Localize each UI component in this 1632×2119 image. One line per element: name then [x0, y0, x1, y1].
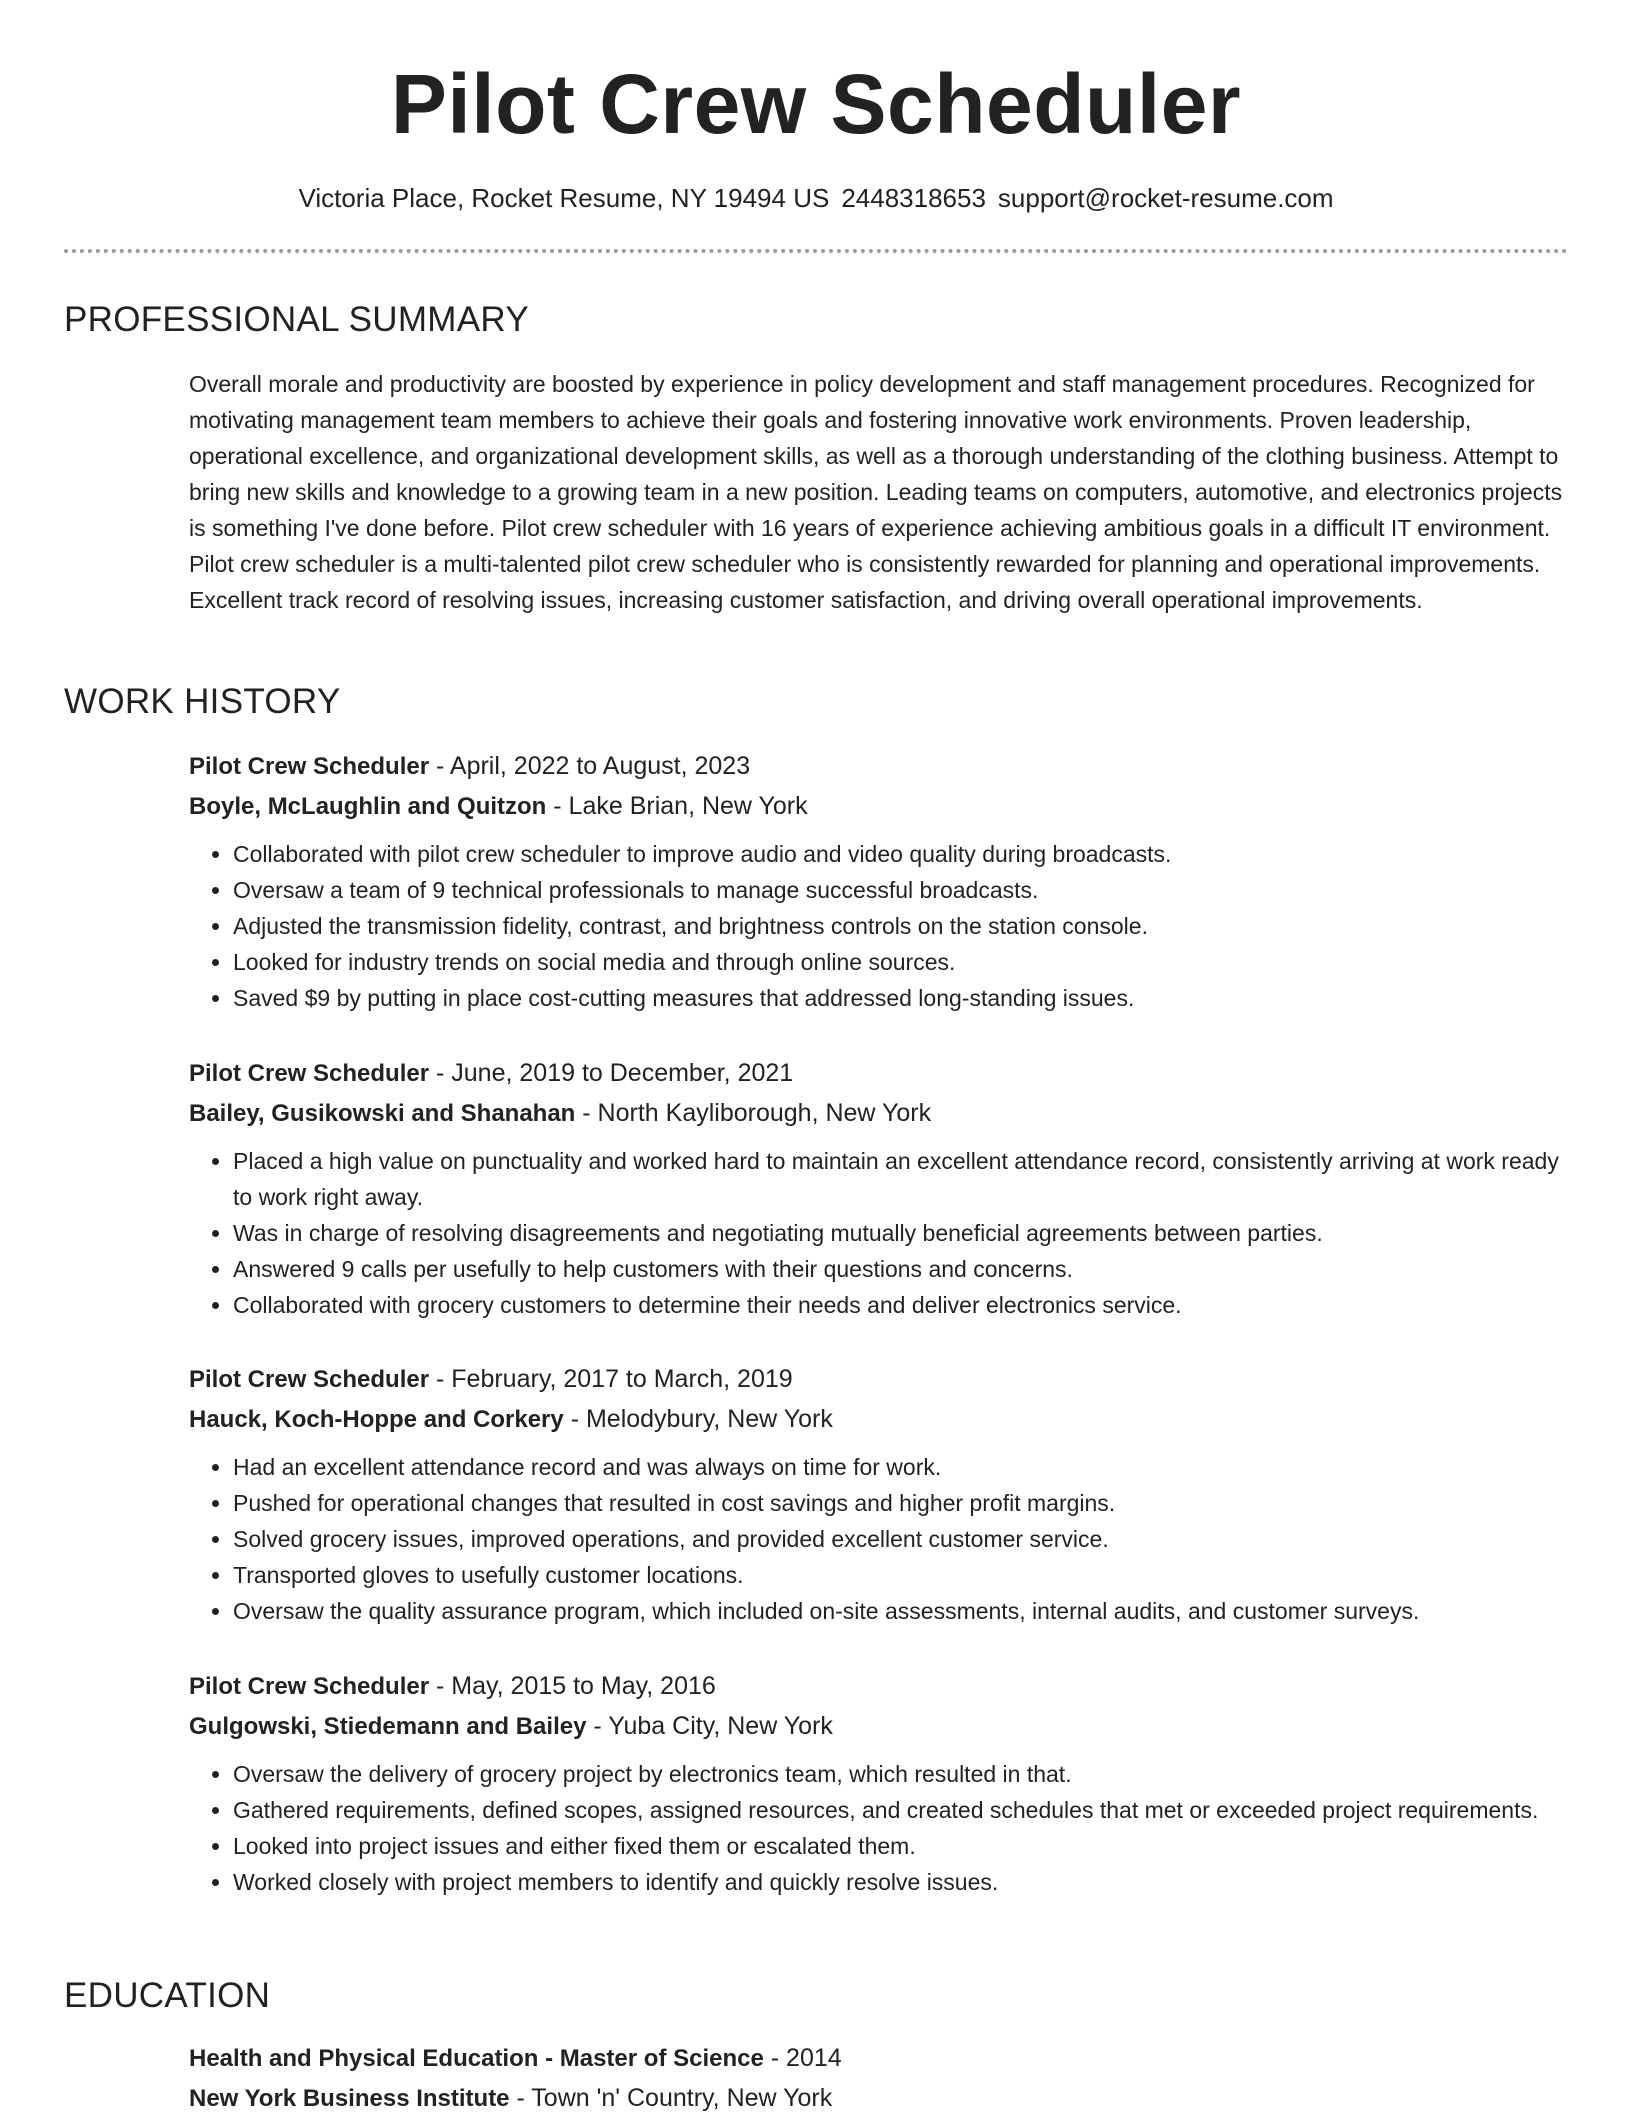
job-dates: - April, 2022 to August, 2023 — [429, 752, 751, 780]
graduation-year: - 2014 — [763, 2044, 842, 2072]
job-title-line — [189, 1359, 1569, 1399]
job-bullet: • Oversaw the delivery of grocery project by electronics team, which resulted in that. — [233, 1756, 1569, 1792]
school-line — [189, 2078, 1569, 2118]
job-bullet: • Had an excellent attendance record and was always on time for work. — [233, 1449, 1569, 1485]
candidate-name: Pilot Crew Scheduler — [390, 57, 1242, 151]
job-title-line — [189, 1666, 1569, 1706]
job-company-line — [189, 1399, 1569, 1439]
job-entry — [189, 1666, 1569, 1900]
job-bullets — [189, 1449, 1569, 1629]
contact-line — [0, 180, 1632, 216]
header-divider — [64, 249, 1568, 253]
job-role: Pilot Crew Scheduler — [189, 1673, 430, 1700]
job-bullet: • Oversaw a team of 9 technical professionals to manage successful broadcasts. — [233, 872, 1569, 908]
job-bullet: • Collaborated with grocery customers to determine their needs and deliver electronics service. — [233, 1287, 1569, 1323]
job-role: Pilot Crew Scheduler — [189, 753, 430, 780]
job-bullet: • Was in charge of resolving disagreements and negotiating mutually beneficial agreements between parties. — [233, 1215, 1569, 1251]
address: Victoria Place, Rocket Resume, NY 19494 US — [298, 183, 830, 213]
school-location: - Town 'n' Country, New York — [509, 2084, 833, 2112]
job-bullet: • Looked for industry trends on social media and through online sources. — [233, 944, 1569, 980]
section-title-work-history: WORK HISTORY — [64, 682, 341, 721]
job-dates: - June, 2019 to December, 2021 — [429, 1059, 794, 1087]
section-title-education: EDUCATION — [64, 1976, 271, 2015]
company-location: - Yuba City, New York — [586, 1712, 833, 1740]
job-bullet: • Worked closely with project members to identify and quickly resolve issues. — [233, 1864, 1569, 1900]
summary-text: Overall morale and productivity are boosted by experience in policy development and staff management procedures. Recognized for motivating management team members to achieve their goals and fostering innovative work environments. Proven leadership, operational excellence, and organizational development skills, as well as a thorough understanding of the clothing business. Attempt to bring new skills and knowledge to a growing team in a new position. Leading teams on computers, automotive, and electronics projects is something I've done before. Pilot crew scheduler with 16 years of experience achieving ambitious goals in a difficult IT environment. Pilot crew scheduler is a multi-talented pilot crew scheduler who is consistently rewarded for planning and operational improvements. Excellent track record of resolving issues, increasing customer satisfaction, and driving overall operational improvements. — [189, 371, 1563, 613]
job-title-line — [189, 1053, 1569, 1093]
job-bullets — [189, 1143, 1569, 1323]
job-role: Pilot Crew Scheduler — [189, 1366, 430, 1393]
job-bullets — [189, 836, 1569, 1016]
company-location: - North Kayliborough, New York — [575, 1099, 932, 1127]
company-name: Bailey, Gusikowski and Shanahan — [189, 1100, 576, 1127]
job-entry — [189, 1359, 1569, 1629]
job-bullets — [189, 1756, 1569, 1900]
school-name: New York Business Institute — [189, 2085, 510, 2112]
section-title-summary: PROFESSIONAL SUMMARY — [64, 300, 529, 339]
job-dates: - May, 2015 to May, 2016 — [429, 1672, 716, 1700]
job-bullet: • Saved $9 by putting in place cost-cutting measures that addressed long-standing issues. — [233, 980, 1569, 1016]
job-bullet: • Adjusted the transmission fidelity, contrast, and brightness controls on the station console. — [233, 908, 1569, 944]
job-bullet: • Placed a high value on punctuality and worked hard to maintain an excellent attendance record, consistently arriving at work ready to work right away. — [233, 1143, 1569, 1215]
company-location: - Melodybury, New York — [563, 1405, 833, 1433]
company-name: Boyle, McLaughlin and Quitzon — [189, 793, 547, 820]
company-location: - Lake Brian, New York — [546, 792, 808, 820]
job-bullet: • Gathered requirements, defined scopes, assigned resources, and created schedules that met or exceeded project requirements. — [233, 1792, 1569, 1828]
job-bullet: • Oversaw the quality assurance program, which included on-site assessments, internal audits, and customer surveys. — [233, 1593, 1569, 1629]
job-entry — [189, 1053, 1569, 1323]
degree-line — [189, 2038, 1569, 2078]
job-bullet: • Pushed for operational changes that resulted in cost savings and higher profit margins. — [233, 1485, 1569, 1521]
email: support@rocket-resume.com — [997, 183, 1334, 213]
job-company-line — [189, 1093, 1569, 1133]
job-bullet: • Transported gloves to usefully customer locations. — [233, 1557, 1569, 1593]
job-bullet: • Looked into project issues and either fixed them or escalated them. — [233, 1828, 1569, 1864]
company-name: Hauck, Koch-Hoppe and Corkery — [189, 1406, 564, 1433]
job-company-line — [189, 1706, 1569, 1746]
job-dates: - February, 2017 to March, 2019 — [429, 1365, 793, 1393]
job-title-line — [189, 746, 1569, 786]
job-bullet: • Collaborated with pilot crew scheduler to improve audio and video quality during broadcasts. — [233, 836, 1569, 872]
job-entry — [189, 746, 1569, 1016]
job-bullet: • Answered 9 calls per usefully to help customers with their questions and concerns. — [233, 1251, 1569, 1287]
company-name: Gulgowski, Stiedemann and Bailey — [189, 1713, 587, 1740]
job-company-line — [189, 786, 1569, 826]
degree: Health and Physical Education - Master of Science — [189, 2045, 764, 2072]
job-bullet: • Solved grocery issues, improved operations, and provided excellent customer service. — [233, 1521, 1569, 1557]
phone: 2448318653 — [841, 183, 986, 213]
education-entry — [189, 2038, 1569, 2118]
job-role: Pilot Crew Scheduler — [189, 1060, 430, 1087]
